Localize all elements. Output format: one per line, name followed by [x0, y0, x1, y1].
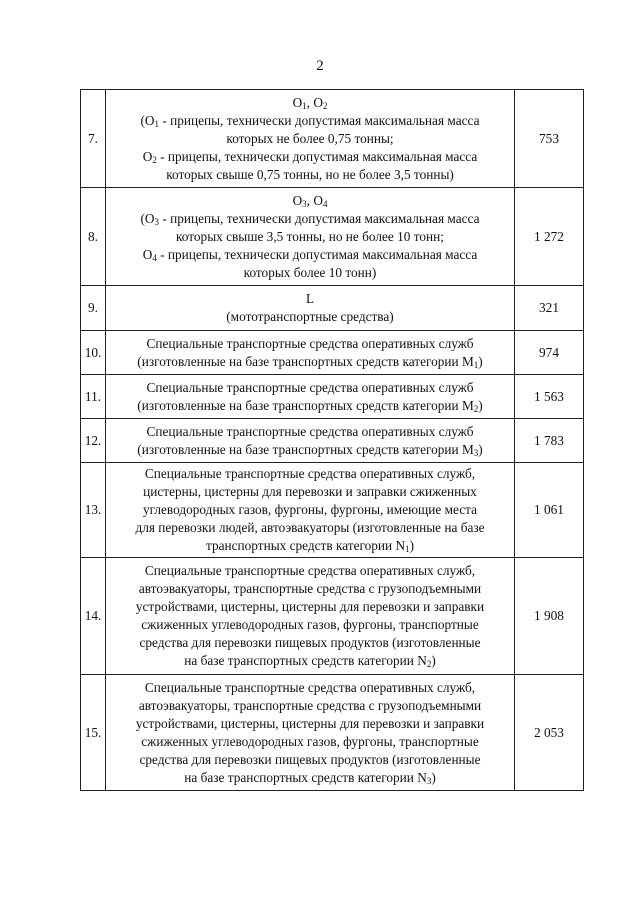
description-line: для перевозки людей, автоэвакуаторы (изготовленные на базе: [135, 520, 485, 535]
row-number: 9.: [81, 286, 106, 331]
vehicle-fee-table: [80, 89, 584, 791]
description-line: которых более 10 тонн): [243, 264, 377, 280]
description-line: автоэвакуаторы, транспортные средства с грузоподъемными: [138, 697, 482, 713]
fee-value: 753: [515, 90, 584, 188]
fee-value: 1 061: [515, 463, 584, 558]
table-row: [81, 558, 584, 675]
description-line: транспортных средств категории $N_1$): [205, 538, 414, 554]
row-number: 13.: [81, 463, 106, 558]
page-number: 2: [316, 58, 324, 74]
description-line: (изготовленные на базе транспортных средств категории $M_3$): [137, 441, 483, 458]
vehicle-category-description: [106, 286, 515, 331]
description-line: автоэвакуаторы, транспортные средства с грузоподъемными: [138, 581, 482, 596]
description-line: устройствами, цистерны, цистерны для перевозки и заправки: [135, 715, 485, 731]
fee-value: 1 272: [515, 188, 584, 286]
description-line: L: [305, 291, 315, 306]
fee-value: 2 053: [515, 675, 584, 791]
description-line: средства для перевозки пищевых продуктов (изготовленные: [139, 751, 481, 767]
table-row: [81, 419, 584, 463]
description-line: ($O_1$ - прицепы, технически допустимая максимальная масса: [140, 112, 480, 129]
row-number: 14.: [81, 558, 106, 675]
fee-value: 321: [515, 286, 584, 331]
description-line: Специальные транспортные средства оперативных служб,: [144, 679, 476, 695]
description-line: Специальные транспортные средства оперативных служб,: [144, 563, 476, 578]
table-row: [81, 286, 584, 331]
description-line: которых свыше 3,5 тонны, но не более 10 тонн;: [176, 228, 444, 244]
fee-value: 1 783: [515, 419, 584, 463]
fee-value: 1 908: [515, 558, 584, 675]
table-row: [81, 90, 584, 188]
vehicle-category-description: [106, 188, 515, 286]
vehicle-category-description: [106, 90, 515, 188]
row-number: 15.: [81, 675, 106, 791]
description-line: которых не более 0,75 тонны;: [226, 130, 394, 146]
description-line: $O_3$, $O_4$: [292, 192, 328, 209]
description-line: углеводородных газов, фургоны, фургоны, имеющие места: [142, 502, 478, 517]
row-number: 10.: [81, 331, 106, 375]
table-row: [81, 675, 584, 791]
description-line: Специальные транспортные средства оперативных служб: [146, 379, 474, 395]
description-line: сжиженных углеводородных газов, фургоны, транспортные: [141, 733, 479, 749]
vehicle-category-description: [106, 558, 515, 675]
table-row: [81, 375, 584, 419]
vehicle-category-description: [106, 375, 515, 419]
table-row: [81, 188, 584, 286]
row-number: 8.: [81, 188, 106, 286]
description-line: $O_4$ - прицепы, технически допустимая максимальная масса: [142, 246, 478, 263]
description-line: на базе транспортных средств категории $N_2$): [184, 653, 436, 669]
row-number: 12.: [81, 419, 106, 463]
vehicle-category-description: [106, 463, 515, 558]
description-line: сжиженных углеводородных газов, фургоны, транспортные: [141, 617, 479, 632]
vehicle-category-description: [106, 419, 515, 463]
table-body: [81, 90, 584, 791]
table-row: [81, 463, 584, 558]
row-number: 11.: [81, 375, 106, 419]
description-line: $O_1$, $O_2$: [292, 94, 328, 111]
description-line: ($O_3$ - прицепы, технически допустимая максимальная масса: [140, 210, 480, 227]
fee-value: 1 563: [515, 375, 584, 419]
description-line: на базе транспортных средств категории $N_3$): [184, 769, 436, 786]
description-line: Специальные транспортные средства оперативных служб,: [144, 466, 476, 481]
description-line: Специальные транспортные средства оперативных служб: [146, 423, 474, 439]
description-line: (изготовленные на базе транспортных средств категории $M_1$): [137, 353, 483, 370]
row-number: 7.: [81, 90, 106, 188]
fee-value: 974: [515, 331, 584, 375]
vehicle-category-description: [106, 331, 515, 375]
description-line: (мототранспортные средства): [226, 309, 394, 324]
description-line: средства для перевозки пищевых продуктов (изготовленные: [139, 635, 481, 650]
description-line: Специальные транспортные средства оперативных служб: [146, 335, 474, 351]
description-line: (изготовленные на базе транспортных средств категории $M_2$): [137, 397, 483, 414]
vehicle-category-description: [106, 675, 515, 791]
table-row: [81, 331, 584, 375]
description-line: $O_2$ - прицепы, технически допустимая максимальная масса: [142, 148, 478, 165]
description-line: цистерны, цистерны для перевозки и заправки сжиженных: [143, 484, 477, 499]
description-line: устройствами, цистерны, цистерны для перевозки и заправки: [135, 599, 485, 614]
description-line: которых свыше 0,75 тонны, но не более 3,5 тонны): [166, 166, 454, 182]
